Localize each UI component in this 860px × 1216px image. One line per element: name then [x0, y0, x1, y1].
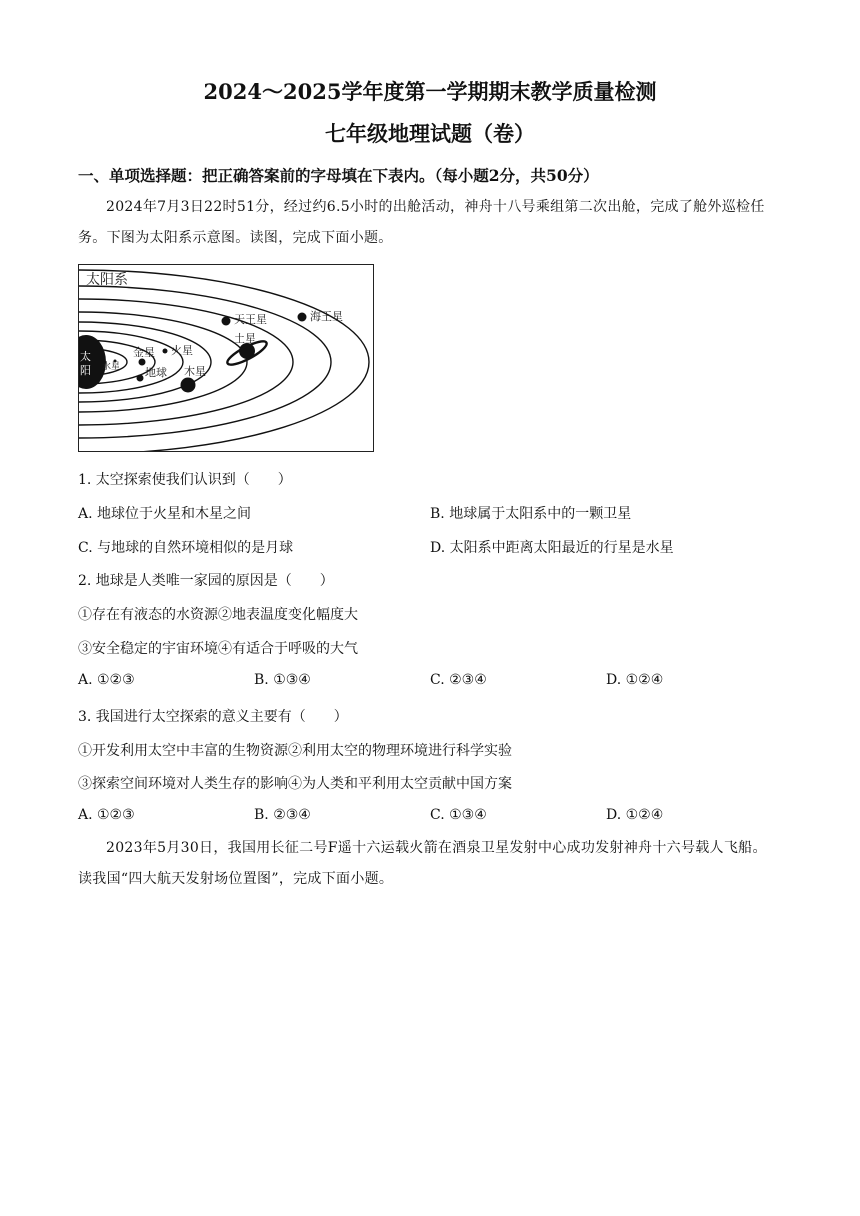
label-mercury: 水星 — [102, 362, 121, 372]
label-uranus: 天王星 — [234, 313, 267, 326]
label-jupiter: 木星 — [184, 365, 206, 378]
uranus-dot — [222, 317, 231, 326]
jupiter-dot — [181, 378, 196, 393]
neptune-dot — [298, 313, 307, 322]
q2-stem: 2. 地球是人类唯一家园的原因是（ ） — [78, 573, 334, 589]
exam-subtitle: 七年级地理试题（卷） — [325, 121, 535, 146]
q2-option-c: C. ②③④ — [430, 672, 487, 688]
label-venus: 金星 — [133, 346, 155, 359]
figure-title: 太阳系 — [86, 272, 128, 288]
q1-option-a: A. 地球位于火星和木星之间 — [78, 506, 252, 522]
exam-title: 2024～2025学年度第一学期期末教学质量检测 — [203, 79, 657, 104]
passage-2: 2023年5月30日，我国用长征二号F遥十六运载火箭在酒泉卫星发射中心成功发射神舟十六号载人飞船。读我国“四大航天发射场位置图”，完成下面小题。 — [78, 840, 767, 887]
mars-dot — [163, 349, 168, 354]
q1-option-d: D. 太阳系中距离太阳最近的行星是水星 — [430, 540, 674, 556]
q3-statements-2: ③探索空间环境对人类生存的影响④为人类和平利用太空贡献中国方案 — [78, 776, 512, 792]
q2-option-d: D. ①②④ — [606, 672, 664, 688]
label-neptune: 海王星 — [310, 310, 343, 323]
q3-option-c: C. ①③④ — [430, 807, 487, 823]
solar-system-diagram — [79, 265, 374, 452]
q3-stem: 3. 我国进行太空探索的意义主要有（ ） — [78, 709, 348, 725]
label-earth: 地球 — [145, 366, 167, 379]
label-sun: 太阳 — [80, 350, 91, 377]
q3-statements-1: ①开发利用太空中丰富的生物资源②利用太空的物理环境进行科学实验 — [78, 743, 512, 759]
earth-dot — [137, 375, 144, 382]
section-heading: 一、单项选择题：把正确答案前的字母填在下表内。（每小题2分，共50分） — [78, 166, 599, 185]
q2-statements-2: ③安全稳定的宇宙环境④有适合于呼吸的大气 — [78, 641, 358, 657]
solar-system-figure — [78, 264, 374, 452]
q1-option-c: C. 与地球的自然环境相似的是月球 — [78, 540, 294, 556]
q2-statements-1: ①存在有液态的水资源②地表温度变化幅度大 — [78, 607, 358, 623]
label-mars: 火星 — [171, 344, 193, 357]
q3-option-b: B. ②③④ — [254, 807, 311, 823]
label-saturn: 土星 — [234, 332, 256, 345]
q1-stem: 1. 太空探索使我们认识到（ ） — [78, 472, 292, 488]
q1-option-b: B. 地球属于太阳系中的一颗卫星 — [430, 506, 632, 522]
q3-option-d: D. ①②④ — [606, 807, 664, 823]
passage-1: 2024年7月3日22时51分，经过约6.5小时的出舱活动，神舟十八号乘组第二次出舱，完成了舱外巡检任务。下图为太阳系示意图。读图，完成下面小题。 — [78, 199, 765, 246]
q3-option-a: A. ①②③ — [78, 807, 135, 823]
q2-option-a: A. ①②③ — [78, 672, 135, 688]
q2-option-b: B. ①③④ — [254, 672, 311, 688]
